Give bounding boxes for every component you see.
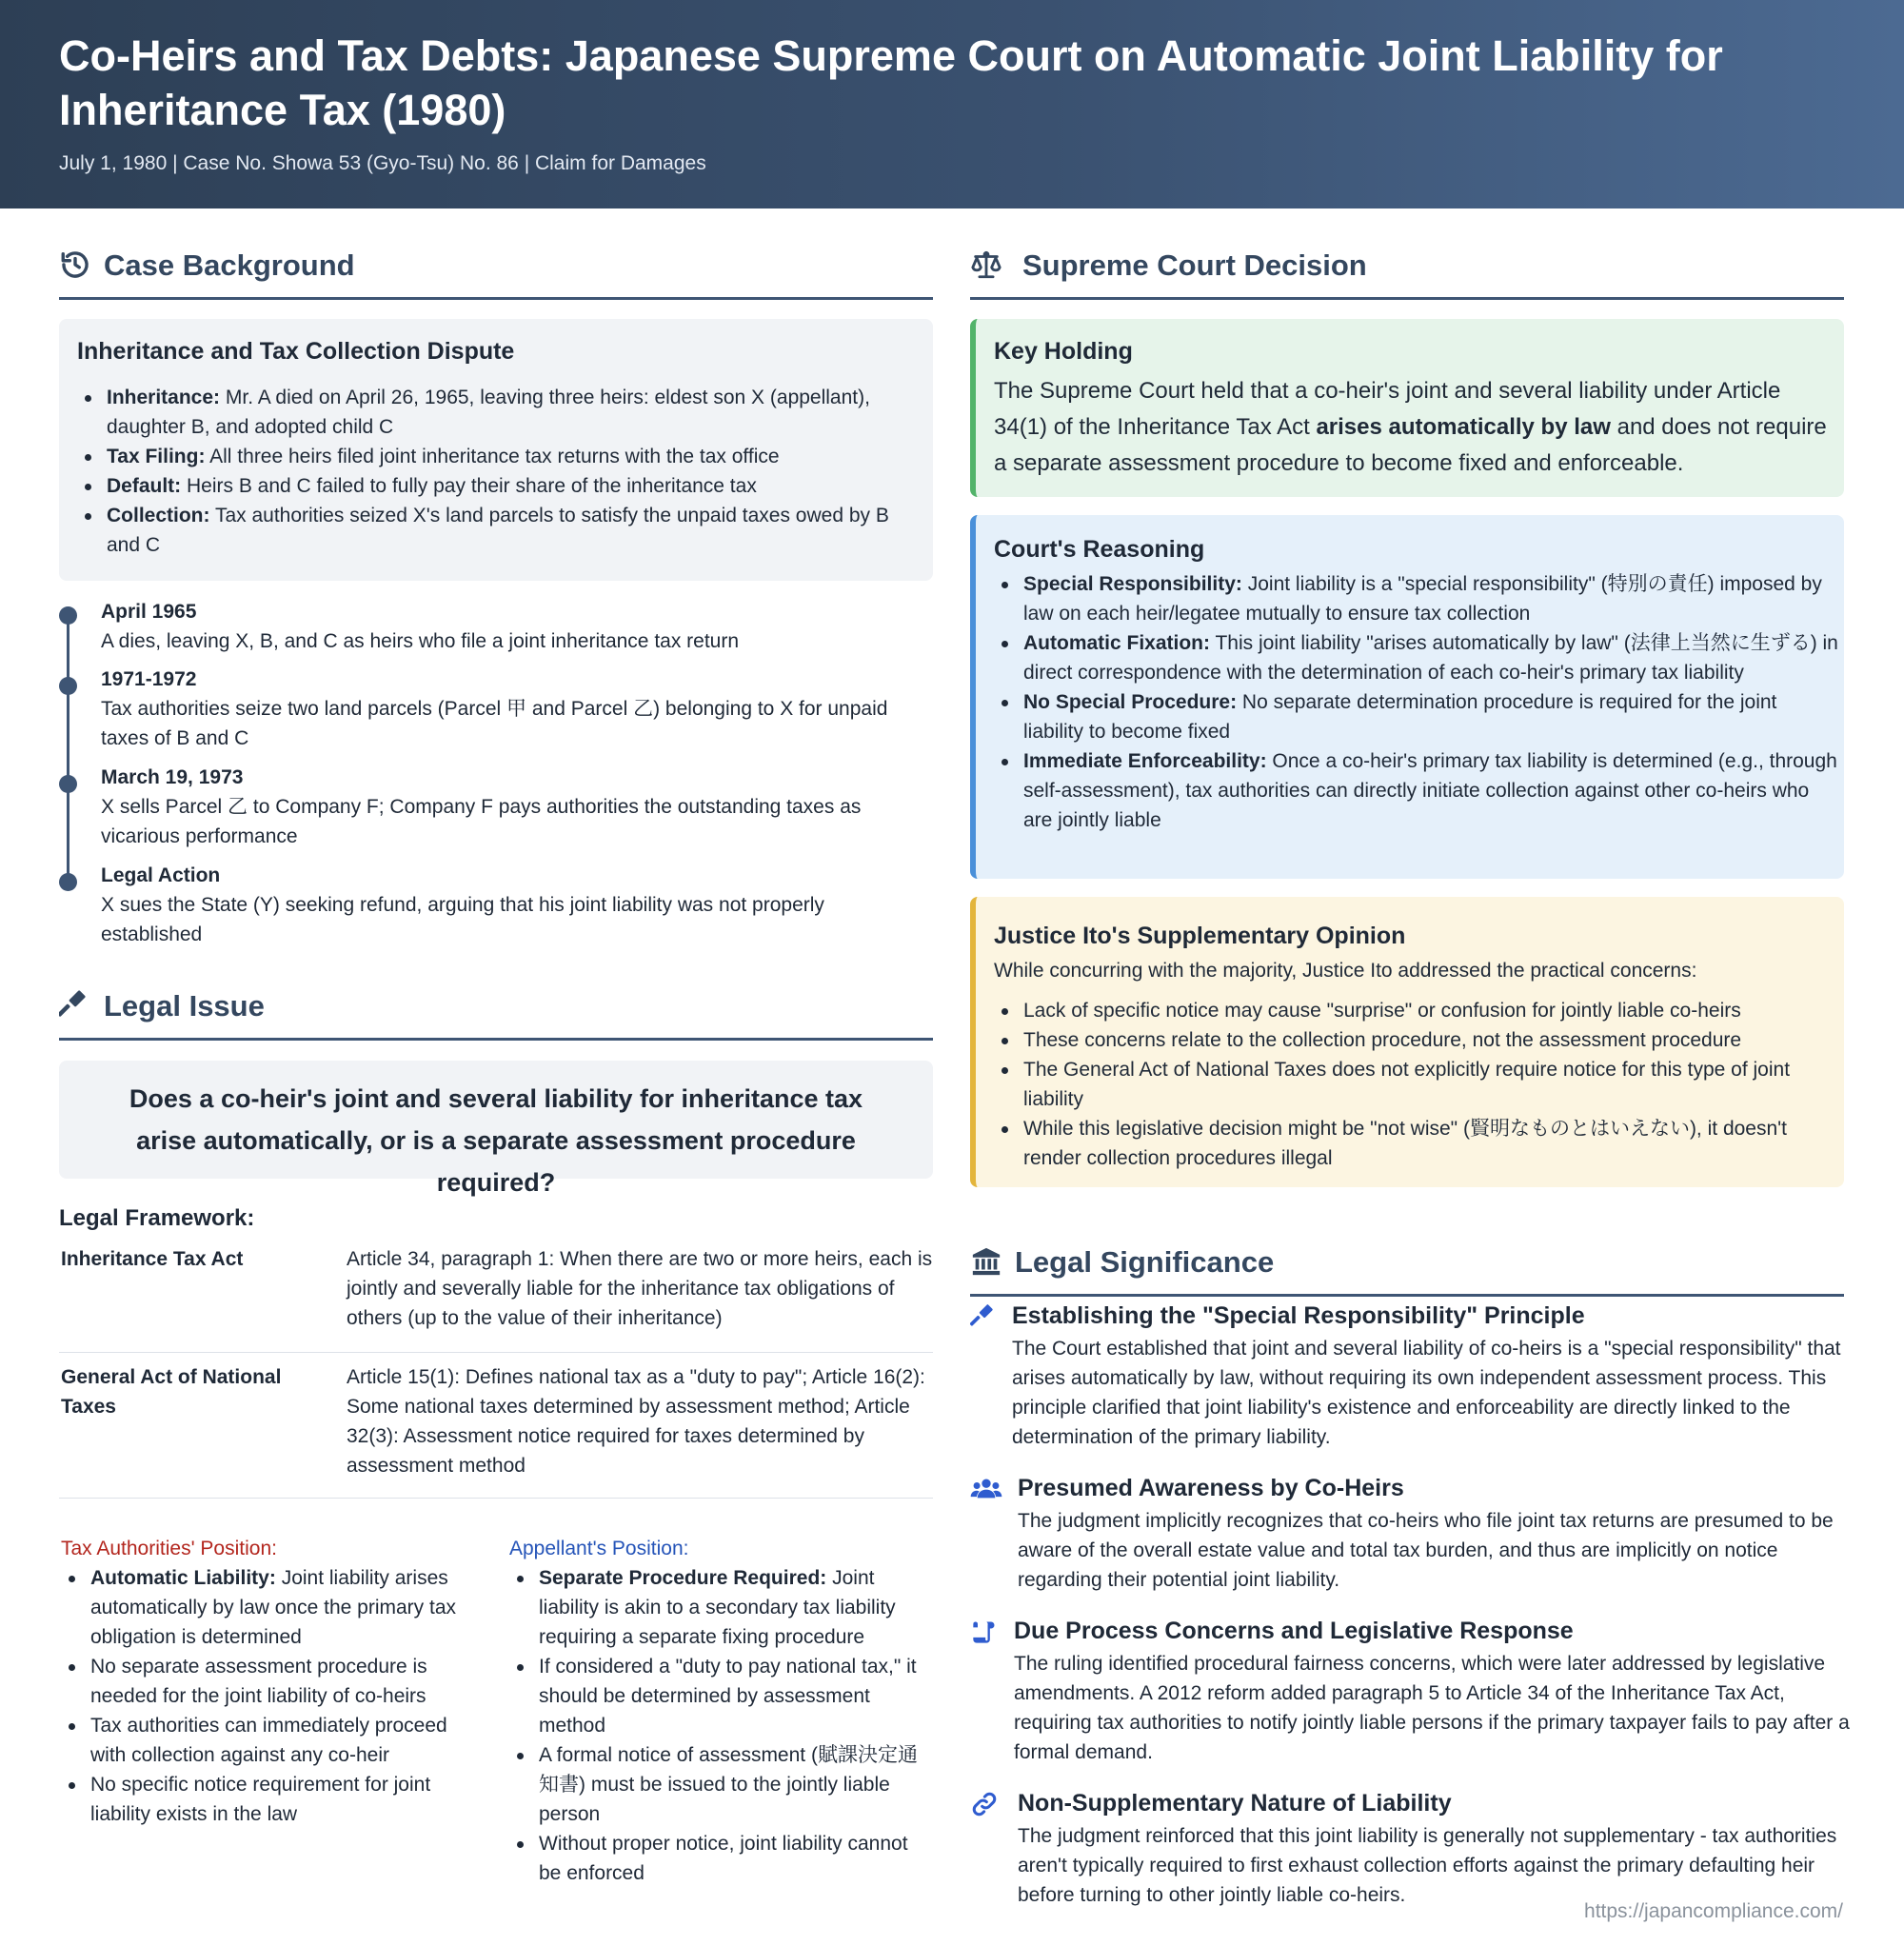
list-item: Separate Procedure Required: Joint liability is akin to a secondary tax liability requiring a separate fixing procedure xyxy=(509,1563,933,1652)
significance-title: Due Process Concerns and Legislative Response xyxy=(1014,1618,1574,1644)
court-reasoning-title: Court's Reasoning xyxy=(994,536,1205,563)
court-reasoning-box xyxy=(970,515,1844,879)
section-title-legal-issue: Legal Issue xyxy=(104,989,265,1023)
gavel-icon xyxy=(59,989,91,1022)
list-item: No specific notice requirement for joint liability exists in the law xyxy=(61,1770,480,1829)
background-box-title: Inheritance and Tax Collection Dispute xyxy=(77,338,515,365)
section-header-legal-issue xyxy=(59,949,933,1041)
framework-definition: Article 15(1): Defines national tax as a "duty to pay"; Article 16(2): Some national taxes determined by assessment method; Article 32(3): Assessment notice required for taxes determined by assessment method xyxy=(347,1366,925,1477)
case-subtitle: July 1, 1980 | Case No. Showa 53 (Gyo-Tsu) No. 86 | Claim for Damages xyxy=(59,152,706,174)
list-item: Automatic Liability: Joint liability arises automatically by law once the primary tax obligation is determined xyxy=(61,1563,480,1652)
framework-term: General Act of National Taxes xyxy=(61,1366,282,1418)
key-holding-box xyxy=(970,319,1844,497)
list-item: If considered a "duty to pay national tax," it should be determined by assessment method xyxy=(509,1652,933,1740)
list-item: These concerns relate to the collection procedure, not the assessment procedure xyxy=(994,1025,1841,1055)
significance-title: Establishing the "Special Responsibility" Principle xyxy=(1012,1302,1585,1329)
list-item: Tax authorities can immediately proceed with collection against any co-heir xyxy=(61,1711,480,1770)
timeline-date: 1971-1972 xyxy=(101,668,197,690)
supplementary-opinion-intro: While concurring with the majority, Justice Ito addressed the practical concerns: xyxy=(994,960,1697,982)
gavel-icon xyxy=(970,1303,999,1330)
significance-text: The ruling identified procedural fairness concerns, which were later addressed by legislative amendments. A 2012 reform added paragraph 5 to Article 34 of the Inheritance Tax Act, requiring tax authorities to notify jointly liable persons if the primary taxpayer fails to pay after a formal demand. xyxy=(1014,1653,1850,1763)
timeline-dot xyxy=(59,677,77,695)
page-header xyxy=(0,0,1904,208)
significance-text: The Court established that joint and several liability of co-heirs is a "special responsibility" that arises automatically by law, without requiring its own independent assessment process. This principle clarified that joint liability's existence and enforceability are directly linked to the determination of the primary liability. xyxy=(1012,1338,1841,1448)
footer-url-link[interactable]: https://japancompliance.com/ xyxy=(1584,1900,1843,1922)
table-row xyxy=(59,1246,933,1353)
page-title: Co-Heirs and Tax Debts: Japanese Supreme Court on Automatic Joint Liability for Inheritance Tax (1980) xyxy=(59,31,1723,134)
supplementary-opinion-list xyxy=(994,996,1841,1173)
timeline-line xyxy=(67,616,69,890)
list-item: Inheritance: Mr. A died on April 26, 1965, leaving three heirs: eldest son X (appellant), daughter B, and adopted child C xyxy=(77,383,924,442)
list-item: Lack of specific notice may cause "surprise" or confusion for jointly liable co-heirs xyxy=(994,996,1841,1025)
framework-title: Legal Framework: xyxy=(59,1205,255,1231)
table-row xyxy=(59,1362,933,1499)
significance-title: Non-Supplementary Nature of Liability xyxy=(1018,1790,1452,1817)
list-item: No Special Procedure: No separate determination procedure is required for the joint liability to become fixed xyxy=(994,687,1841,746)
significance-title: Presumed Awareness by Co-Heirs xyxy=(1018,1475,1404,1501)
list-item: Without proper notice, joint liability cannot be enforced xyxy=(509,1829,933,1888)
timeline-dot xyxy=(59,606,77,625)
timeline-text: A dies, leaving X, B, and C as heirs who file a joint inheritance tax return xyxy=(101,630,740,652)
legal-question: Does a co-heir's joint and several liability for inheritance tax arise automatically, or is a separate assessment procedure required? xyxy=(59,1061,933,1179)
list-item: While this legislative decision might be "not wise" (賢明なものとはいえない), it doesn't render collection procedures illegal xyxy=(994,1114,1841,1173)
landmark-icon xyxy=(970,1245,1002,1278)
list-item: Immediate Enforceability: Once a co-heir's primary tax liability is determined (e.g., through self-assessment), tax authorities can directly initiate collection against other co-heirs who are jointly liable xyxy=(994,746,1841,835)
list-item: No separate assessment procedure is needed for the joint liability of co-heirs xyxy=(61,1652,480,1711)
link-icon xyxy=(970,1791,999,1817)
section-title-significance: Legal Significance xyxy=(1015,1245,1275,1279)
timeline-dot xyxy=(59,873,77,891)
framework-term: Inheritance Tax Act xyxy=(61,1248,244,1270)
key-holding-text: The Supreme Court held that a co-heir's joint and several liability under Article 34(1) of the Inheritance Tax Act arises automatically by law and does not require a separate assessment procedure to become fixed and enforceable. xyxy=(994,378,1827,476)
authorities-position-title: Tax Authorities' Position: xyxy=(61,1538,277,1559)
scale-icon xyxy=(970,248,1002,281)
section-header-decision xyxy=(970,208,1844,300)
timeline-date: March 19, 1973 xyxy=(101,766,244,788)
appellant-position-list xyxy=(509,1563,933,1888)
court-reasoning-list xyxy=(994,569,1841,835)
section-title-background: Case Background xyxy=(104,248,355,282)
section-header-background xyxy=(59,208,933,300)
timeline-text: Tax authorities seize two land parcels (Parcel 甲 and Parcel 乙) belonging to X for unpaid taxes of B and C xyxy=(101,698,888,749)
section-title-decision: Supreme Court Decision xyxy=(1022,248,1367,282)
list-item: Automatic Fixation: This joint liability "arises automatically by law" (法律上当然に生ずる) in direct correspondence with the determination of each co-heir's primary tax liability xyxy=(994,628,1841,687)
scroll-icon xyxy=(970,1618,999,1645)
timeline-text: X sues the State (Y) seeking refund, arguing that his joint liability was not properly established xyxy=(101,894,824,945)
appellant-position-title: Appellant's Position: xyxy=(509,1538,689,1559)
list-item: A formal notice of assessment (賦課決定通知書) must be issued to the jointly liable person xyxy=(509,1740,933,1829)
framework-definition: Article 34, paragraph 1: When there are two or more heirs, each is jointly and severally liable for the inheritance tax obligations of others (up to the value of their inheritance) xyxy=(347,1248,933,1329)
background-list xyxy=(77,383,924,560)
list-item: Tax Filing: All three heirs filed joint inheritance tax returns with the tax office xyxy=(77,442,924,471)
timeline-text: X sells Parcel 乙 to Company F; Company F pays authorities the outstanding taxes as vicarious performance xyxy=(101,796,862,847)
timeline-date: April 1965 xyxy=(101,601,197,623)
significance-text: The judgment reinforced that this joint liability is generally not supplementary - tax authorities aren't typically required to first exhaust collection efforts against the primary defaulting heir before turning to other jointly liable co-heirs. xyxy=(1018,1825,1837,1906)
list-item: Collection: Tax authorities seized X's land parcels to satisfy the unpaid taxes owed by B and C xyxy=(77,501,924,560)
timeline-date: Legal Action xyxy=(101,864,221,886)
authorities-position-list xyxy=(61,1563,480,1829)
history-icon xyxy=(59,248,91,281)
supplementary-opinion-box xyxy=(970,897,1844,1187)
supplementary-opinion-title: Justice Ito's Supplementary Opinion xyxy=(994,923,1406,949)
timeline-dot xyxy=(59,775,77,793)
significance-text: The judgment implicitly recognizes that co-heirs who file joint tax returns are presumed to be aware of the overall estate value and total tax burden, and thus are implicitly on notice regarding their potential joint liability. xyxy=(1018,1510,1834,1591)
background-box xyxy=(59,319,933,581)
list-item: The General Act of National Taxes does not explicitly require notice for this type of joint liability xyxy=(994,1055,1841,1114)
list-item: Special Responsibility: Joint liability is a "special responsibility" (特別の責任) imposed by law on each heir/legatee mutually to ensure tax collection xyxy=(994,569,1841,628)
users-icon xyxy=(970,1476,1002,1502)
key-holding-title: Key Holding xyxy=(994,338,1133,365)
section-header-significance xyxy=(970,1205,1844,1297)
list-item: Default: Heirs B and C failed to fully pay their share of the inheritance tax xyxy=(77,471,924,501)
